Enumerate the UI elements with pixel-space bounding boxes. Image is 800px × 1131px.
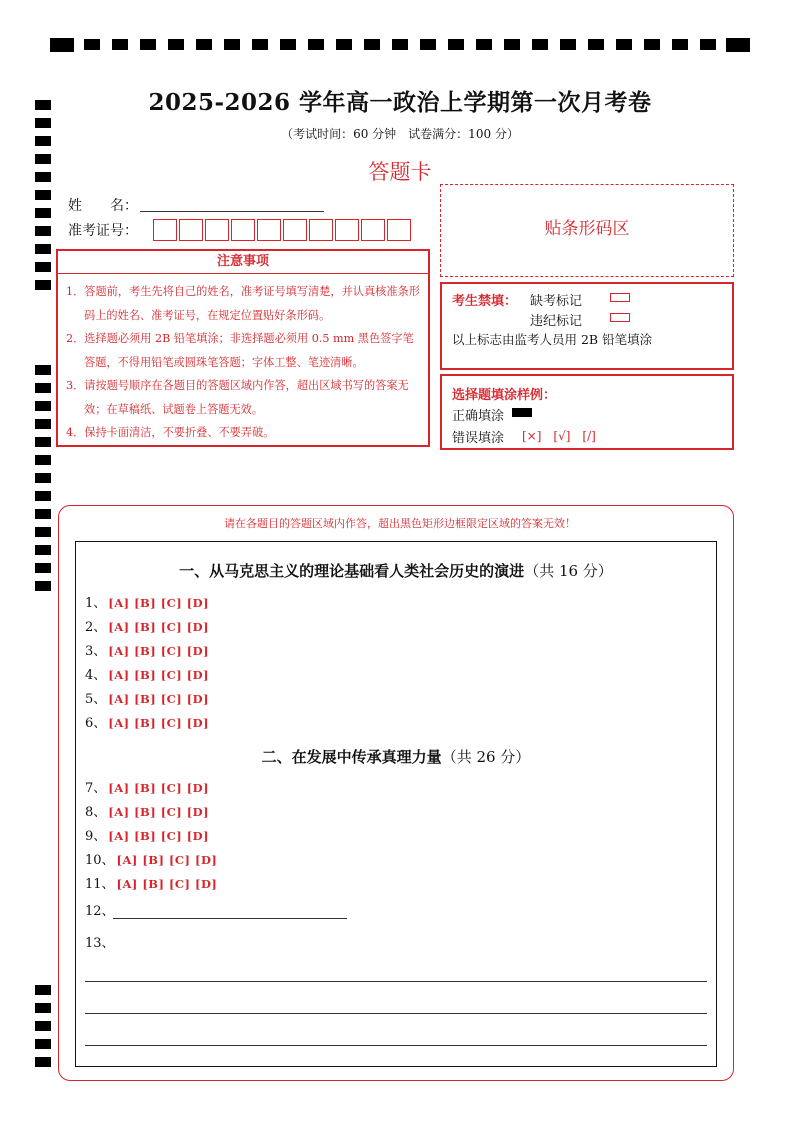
absent-label: 缺考标记 (530, 294, 583, 309)
side-mark (35, 383, 51, 393)
q13-number: 13、 (85, 936, 115, 951)
id-digit-box[interactable] (179, 219, 203, 241)
id-digit-box[interactable] (153, 219, 177, 241)
q13-answer-line[interactable] (85, 981, 707, 982)
timing-mark (336, 39, 352, 50)
question-number: 8、 (85, 805, 107, 820)
timing-mark (560, 39, 576, 50)
timing-mark (448, 39, 464, 50)
timing-mark (644, 39, 660, 50)
sample-heading: 选择题填涂样例： (452, 388, 557, 403)
q13-answer-line[interactable] (85, 1013, 707, 1014)
absent-mark-box[interactable] (610, 293, 630, 302)
mc-question[interactable] (85, 779, 209, 797)
answer-warning: 请在各题目的答题区域内作答，超出黑色矩形边框限定区域的答案无效！ (224, 517, 576, 530)
mc-question[interactable] (85, 690, 209, 708)
timing-mark (700, 39, 716, 50)
timing-mark (224, 39, 240, 50)
timing-mark (420, 39, 436, 50)
forbid-note: 以上标志由监考人员用 2B 铅笔填涂 (452, 332, 653, 347)
timing-mark (196, 39, 212, 50)
name-field[interactable] (140, 211, 324, 212)
id-digit-box[interactable] (231, 219, 255, 241)
mc-question[interactable] (85, 714, 209, 732)
side-mark (35, 190, 51, 200)
answer-options[interactable]: [A] [B] [C] [D] (108, 716, 210, 730)
exam-subtitle: （考试时间：60 分钟 试卷满分：100 分） (281, 127, 519, 141)
mc-question[interactable] (85, 851, 217, 869)
timing-mark (476, 39, 492, 50)
answer-options[interactable]: [A] [B] [C] [D] (108, 829, 210, 843)
notice-item: 2．选择题必须用 2B 铅笔填涂；非选择题必须用 0.5 mm 黑色签字笔答题，不得用铅笔或圆珠笔答题；字体工整、笔迹清晰。 (66, 332, 414, 369)
mc-question[interactable] (85, 875, 217, 893)
side-mark (35, 419, 51, 429)
timing-mark (84, 39, 100, 50)
question-number: 5、 (85, 692, 107, 707)
section2-points: （共 26 分） (441, 748, 531, 766)
side-mark (35, 1039, 51, 1049)
answer-card-title: 答题卡 (368, 160, 432, 184)
side-mark (35, 437, 51, 447)
timing-mark (616, 39, 632, 50)
id-digit-box[interactable] (283, 219, 307, 241)
answer-options[interactable]: [A] [B] [C] [D] (108, 805, 210, 819)
answer-options[interactable]: [A] [B] [C] [D] (108, 692, 210, 706)
exam-title: 2025-2026 学年高一政治上学期第一次月考卷 (148, 89, 652, 116)
side-mark (35, 1021, 51, 1031)
id-digit-box[interactable] (361, 219, 385, 241)
exam-id-boxes[interactable] (153, 219, 413, 241)
mc-question[interactable] (85, 594, 209, 612)
question-number: 9、 (85, 829, 107, 844)
id-digit-box[interactable] (205, 219, 229, 241)
q12-answer-line[interactable] (113, 918, 347, 919)
question-number: 7、 (85, 781, 107, 796)
answer-options[interactable]: [A] [B] [C] [D] (108, 644, 210, 658)
side-mark (35, 491, 51, 501)
timing-mark (50, 38, 74, 52)
notice-item: 3．请按题号顺序在各题目的答题区域内作答，超出区域书写的答案无效；在草稿纸、试题卷上答题无效。 (66, 379, 409, 416)
side-mark (35, 581, 51, 591)
mc-question[interactable] (85, 642, 209, 660)
timing-mark (140, 39, 156, 50)
barcode-area[interactable]: 贴条形码区 (440, 184, 734, 277)
fill-sample-box (440, 374, 734, 450)
side-mark (35, 1003, 51, 1013)
mc-question[interactable] (85, 827, 209, 845)
section2-heading (75, 746, 717, 767)
question-number: 11、 (85, 877, 115, 892)
question-number: 1、 (85, 596, 107, 611)
mc-question[interactable] (85, 666, 209, 684)
side-mark (35, 262, 51, 272)
answer-options[interactable]: [A] [B] [C] [D] (108, 620, 210, 634)
side-mark (35, 401, 51, 411)
side-mark (35, 226, 51, 236)
name-label: 姓 名： (68, 198, 138, 214)
side-mark (35, 985, 51, 995)
violation-label: 违纪标记 (530, 314, 583, 329)
id-label: 准考证号： (68, 223, 138, 239)
forbid-heading: 考生禁填： (452, 294, 518, 309)
timing-mark (308, 39, 324, 50)
q13-answer-line[interactable] (85, 1045, 707, 1046)
timing-mark (504, 39, 520, 50)
answer-options[interactable]: [A] [B] [C] [D] (108, 596, 210, 610)
examiner-only-box (440, 282, 734, 370)
side-mark (35, 280, 51, 290)
side-mark (35, 455, 51, 465)
q12-number: 12、 (85, 904, 115, 919)
question-number: 3、 (85, 644, 107, 659)
side-mark (35, 244, 51, 254)
section1-points: （共 16 分） (524, 562, 613, 580)
side-mark (35, 1057, 51, 1067)
timing-mark (252, 39, 268, 50)
mc-question[interactable] (85, 803, 209, 821)
timing-mark (280, 39, 296, 50)
id-digit-box[interactable] (257, 219, 281, 241)
timing-mark (364, 39, 380, 50)
question-number: 6、 (85, 716, 107, 731)
side-mark (35, 208, 51, 218)
timing-mark (532, 39, 548, 50)
side-mark (35, 365, 51, 375)
section1-heading (75, 560, 717, 581)
answer-options[interactable]: [A] [B] [C] [D] (108, 668, 210, 682)
answer-options[interactable]: [A] [B] [C] [D] (116, 853, 218, 867)
side-mark (35, 545, 51, 555)
side-mark (35, 563, 51, 573)
id-digit-box[interactable] (387, 219, 411, 241)
timing-mark (672, 39, 688, 50)
timing-mark (726, 38, 750, 52)
notice-box (56, 249, 430, 447)
id-digit-box[interactable] (309, 219, 333, 241)
notice-heading: 注意事项 (58, 251, 428, 274)
timing-mark (168, 39, 184, 50)
mc-question[interactable] (85, 618, 209, 636)
notice-item: 4．保持卡面清洁，不要折叠、不要弄破。 (66, 426, 275, 439)
question-number: 10、 (85, 853, 115, 868)
correct-fill-mark (512, 408, 532, 417)
id-digit-box[interactable] (335, 219, 359, 241)
section1-title: 一、从马克思主义的理论基础看人类社会历史的演进 (179, 562, 525, 580)
timing-mark (588, 39, 604, 50)
question-number: 2、 (85, 620, 107, 635)
timing-mark (112, 39, 128, 50)
violation-mark-box[interactable] (610, 313, 630, 322)
notice-item: 1．答题前，考生先将自己的姓名，准考证号填写清楚，并认真核准条形码上的姓名、准考证号，在规定位置贴好条形码。 (66, 285, 420, 322)
wrong-fill-marks: [×] [√] [/] (522, 429, 596, 443)
side-mark (35, 473, 51, 483)
answer-options[interactable]: [A] [B] [C] [D] (108, 781, 210, 795)
correct-fill-label: 正确填涂 (452, 409, 505, 424)
section2-title: 二、在发展中传承真理力量 (261, 748, 442, 766)
question-number: 4、 (85, 668, 107, 683)
timing-mark (392, 39, 408, 50)
answer-options[interactable]: [A] [B] [C] [D] (116, 877, 218, 891)
wrong-fill-label: 错误填涂 (452, 431, 505, 446)
